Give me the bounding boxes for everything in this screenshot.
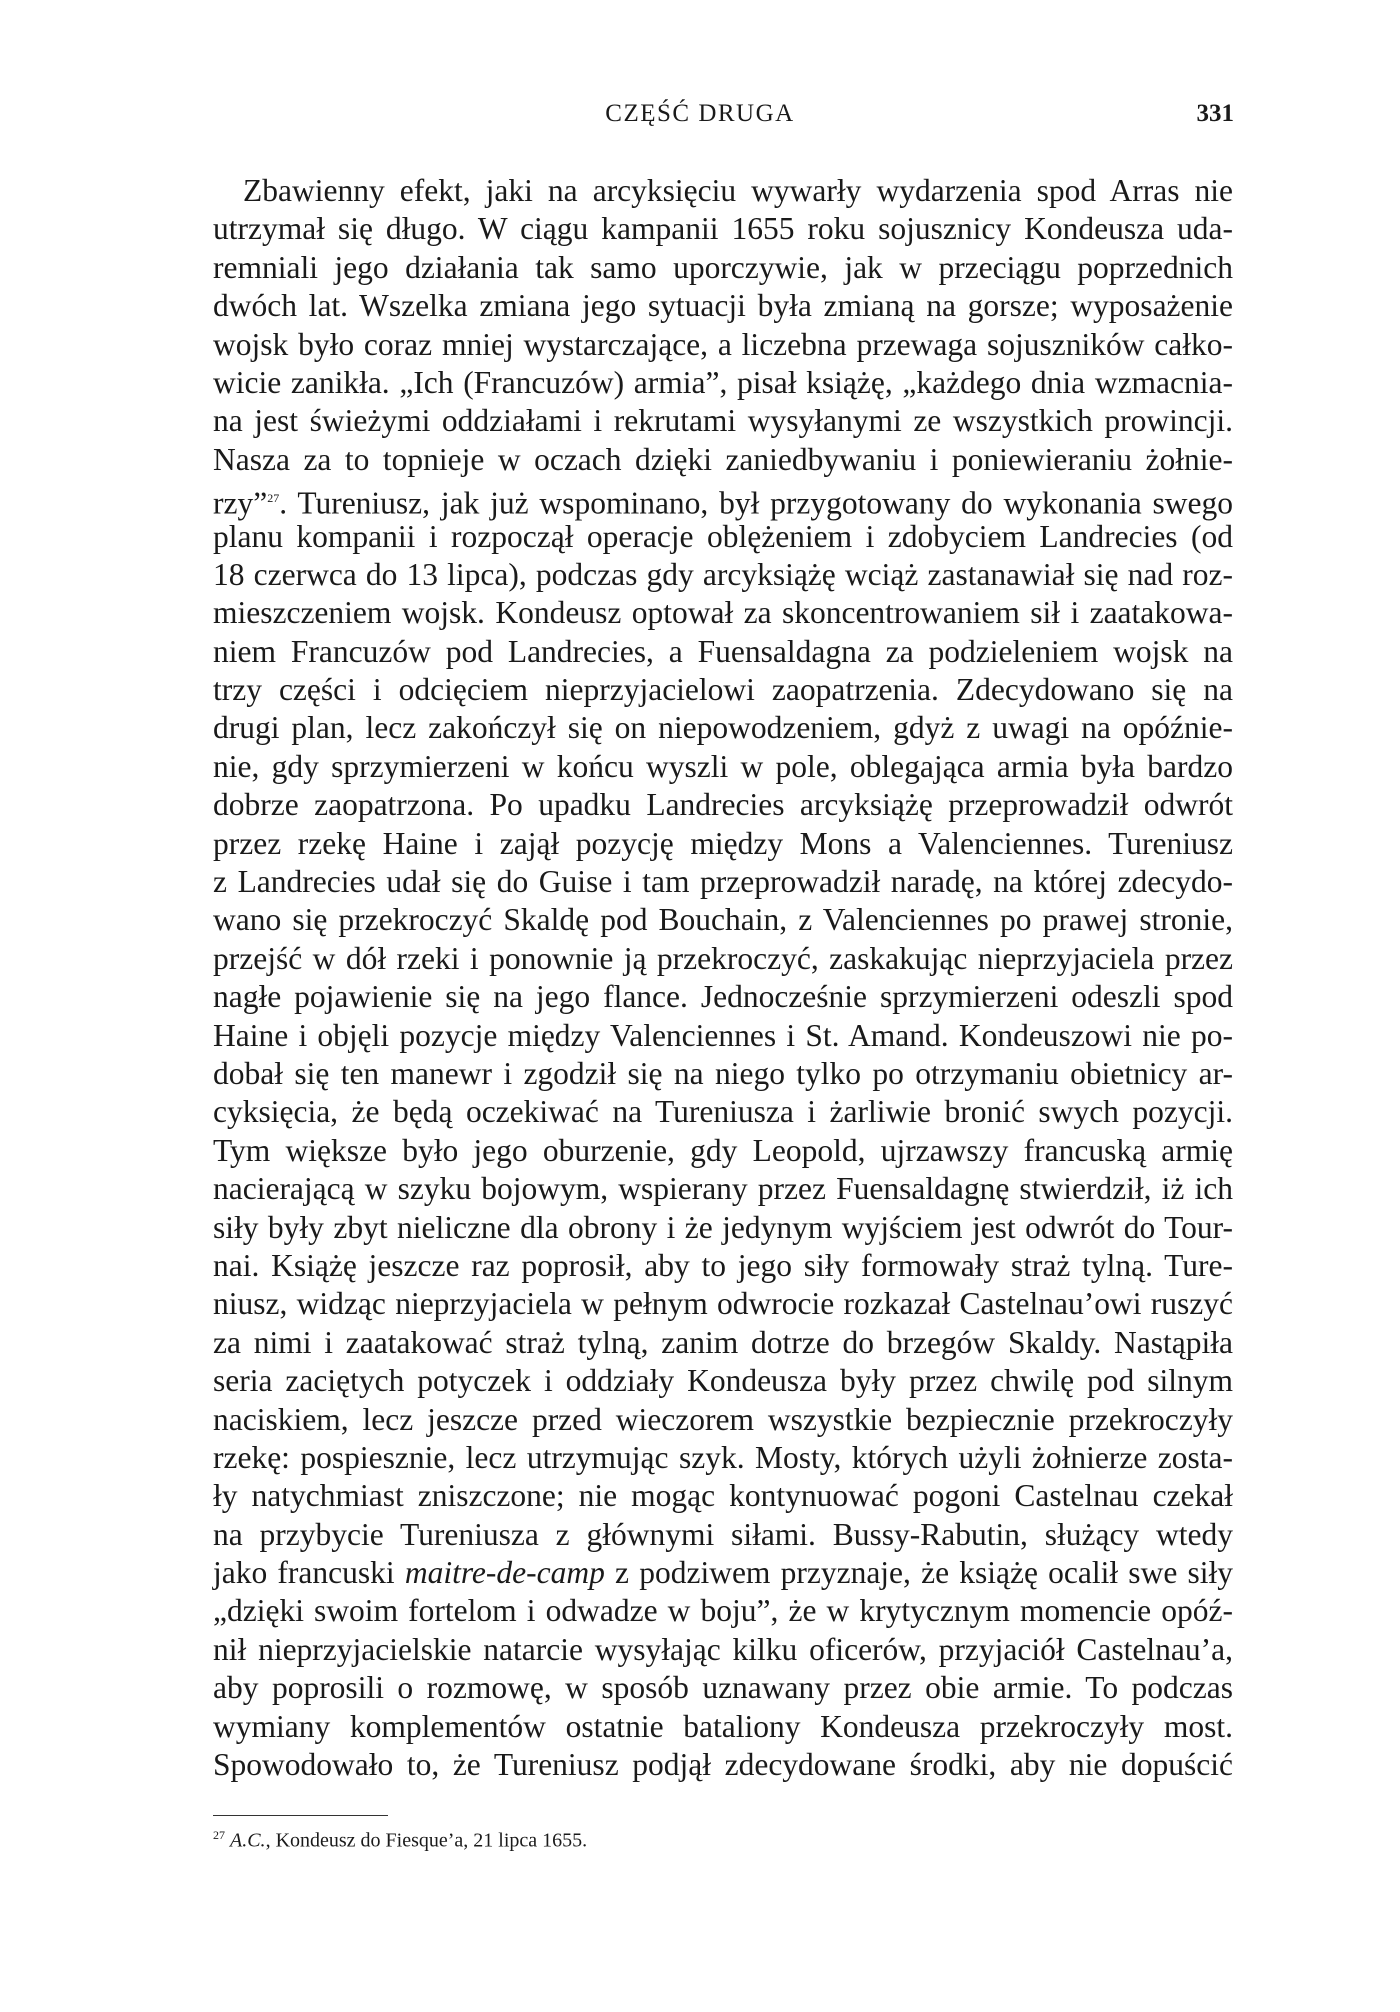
text-line: trzy części i odcięciem nieprzyjacielowi zaopatrzenia. Zdecydowano się na	[213, 672, 1233, 708]
text-line: nacierającą w szyku bojowym, wspierany przez Fuensaldagnę stwierdził, iż ich	[213, 1171, 1233, 1207]
text-line: na przybycie Tureniusza z głównymi siłami. Bussy-Rabutin, służący wtedy	[213, 1516, 1233, 1552]
text-line: wicie zanikła. „Ich (Francuzów) armia”, pisał książę, „każdego dnia wzmacnia-	[213, 364, 1233, 400]
text-line: ły natychmiast zniszczone; nie mogąc kontynuować pogoni Castelnau czekał	[213, 1478, 1233, 1514]
footnote-text: , Kondeusz do Fiesque’a, 21 lipca 1655.	[265, 1829, 588, 1852]
text-line: Nasza za to topnieje w oczach dzięki zaniedbywaniu i poniewieraniu żołnie-	[213, 441, 1233, 477]
text-line: „dzięki swoim fortelom i odwadze w boju”, że w krytycznym momencie opóź-	[213, 1593, 1233, 1629]
text-line: wojsk było coraz mniej wystarczające, a liczebna przewaga sojuszników całko-	[213, 326, 1233, 362]
text-line: Zbawienny efekt, jaki na arcyksięciu wywarły wydarzenia spod Arras nie	[243, 173, 1233, 208]
footnote-citation: A.C.	[230, 1829, 266, 1852]
text-line: nai. Książę jeszcze raz poprosił, aby to jego siły formowały straż tylną. Ture-	[213, 1247, 1233, 1283]
text-fragment: rzy”	[213, 485, 268, 521]
text-line: nagłe pojawienie się na jego flance. Jednocześnie sprzymierzeni odeszli spod	[213, 979, 1233, 1015]
text-line: z Landrecies udał się do Guise i tam przeprowadził naradę, na której zdecydo-	[213, 864, 1233, 900]
text-fragment: . Tureniusz, jak już wspominano, był przygotowany do wykonania swego	[279, 485, 1233, 521]
text-line: niem Francuzów pod Landrecies, a Fuensaldagna za podzieleniem wojsk na	[213, 633, 1233, 669]
footnote-divider	[213, 1815, 388, 1816]
text-line: remniali jego działania tak samo uporczywie, jak w przeciągu poprzednich	[213, 249, 1233, 285]
text-line: przejść w dół rzeki i ponownie ją przekroczyć, zaskakując nieprzyjaciela przez	[213, 940, 1233, 976]
text-line: dwóch lat. Wszelka zmiana jego sytuacji była zmianą na gorsze; wyposażenie	[213, 288, 1233, 324]
text-line-with-italic	[213, 1554, 1233, 1592]
text-line: przez rzekę Haine i zajął pozycję między Mons a Valenciennes. Tureniusz	[213, 825, 1233, 861]
text-line: planu kompanii i rozpoczął operacje oblężeniem i zdobyciem Landrecies (od	[213, 518, 1233, 554]
text-line: niusz, widząc nieprzyjaciela w pełnym odwrocie rozkazał Castelnau’owi ruszyć	[213, 1286, 1233, 1322]
text-fragment: jako francuski	[213, 1555, 405, 1591]
text-line: naciskiem, lecz jeszcze przed wieczorem wszystkie bezpiecznie przekroczyły	[213, 1401, 1233, 1437]
text-line: aby poprosili o rozmowę, w sposób uznawany przez obie armie. To podczas	[213, 1670, 1233, 1706]
footnote-reference: 27	[267, 491, 280, 506]
section-title: CZĘŚĆ DRUGA	[605, 100, 795, 127]
text-line: za nimi i zaatakować straż tylną, zanim dotrze do brzegów Skaldy. Nastąpiła	[213, 1324, 1233, 1360]
text-line: Spowodowało to, że Tureniusz podjął zdecydowane środki, aby nie dopuścić	[213, 1747, 1233, 1783]
text-line: dobrze zaopatrzona. Po upadku Landrecies arcyksiążę przeprowadził odwrót	[213, 787, 1233, 823]
text-line: 18 czerwca do 13 lipca), podczas gdy arcyksiążę wciąż zastanawiał się nad roz-	[213, 556, 1233, 592]
text-line: mieszczeniem wojsk. Kondeusz optował za skoncentrowaniem sił i zaatakowa-	[213, 595, 1233, 631]
footnote-number: 27	[213, 1828, 225, 1842]
text-line: cyksięcia, że będą oczekiwać na Tureniusza i żarliwie bronić swych pozycji.	[213, 1094, 1233, 1130]
italic-term: maitre-de-camp	[404, 1555, 605, 1591]
running-head	[0, 100, 1400, 136]
footnote	[213, 1822, 1213, 1854]
text-fragment: z podziwem przyznaje, że książę ocalił swe siły	[604, 1555, 1234, 1591]
text-line: nie, gdy sprzymierzeni w końcu wyszli w pole, oblegająca armia była bardzo	[213, 748, 1233, 784]
text-line: nił nieprzyjacielskie natarcie wysyłając kilku oficerów, przyjaciół Castelnau’a,	[213, 1631, 1233, 1667]
body-text	[213, 172, 1233, 1784]
text-line: seria zaciętych potyczek i oddziały Kondeusza były przez chwilę pod silnym	[213, 1363, 1233, 1399]
text-line: wymiany komplementów ostatnie bataliony Kondeusza przekroczyły most.	[213, 1708, 1233, 1744]
text-line: na jest świeżymi oddziałami i rekrutami wysyłanymi ze wszystkich prowincji.	[213, 403, 1233, 439]
text-line: dobał się ten manewr i zgodził się na niego tylko po otrzymaniu obietnicy ar-	[213, 1055, 1233, 1091]
page-number: 331	[1196, 100, 1234, 127]
text-line: wano się przekroczyć Skaldę pod Bouchain, z Valenciennes po prawej stronie,	[213, 902, 1233, 938]
text-line: rzekę: pospiesznie, lecz utrzymując szyk. Mosty, których użyli żołnierze zosta-	[213, 1439, 1233, 1475]
text-line: siły były zbyt nieliczne dla obrony i że jedynym wyjściem jest odwrót do Tour-	[213, 1209, 1233, 1245]
text-line-with-footnote-ref	[213, 479, 1233, 521]
text-line: Haine i objęli pozycje między Valenciennes i St. Amand. Kondeuszowi nie po-	[213, 1017, 1233, 1053]
text-line: drugi plan, lecz zakończył się on niepowodzeniem, gdyż z uwagi na opóźnie-	[213, 710, 1233, 746]
text-line: utrzymał się długo. W ciągu kampanii 1655 roku sojusznicy Kondeusza uda-	[213, 211, 1233, 247]
text-line: Tym większe było jego oburzenie, gdy Leopold, ujrzawszy francuską armię	[213, 1132, 1233, 1168]
